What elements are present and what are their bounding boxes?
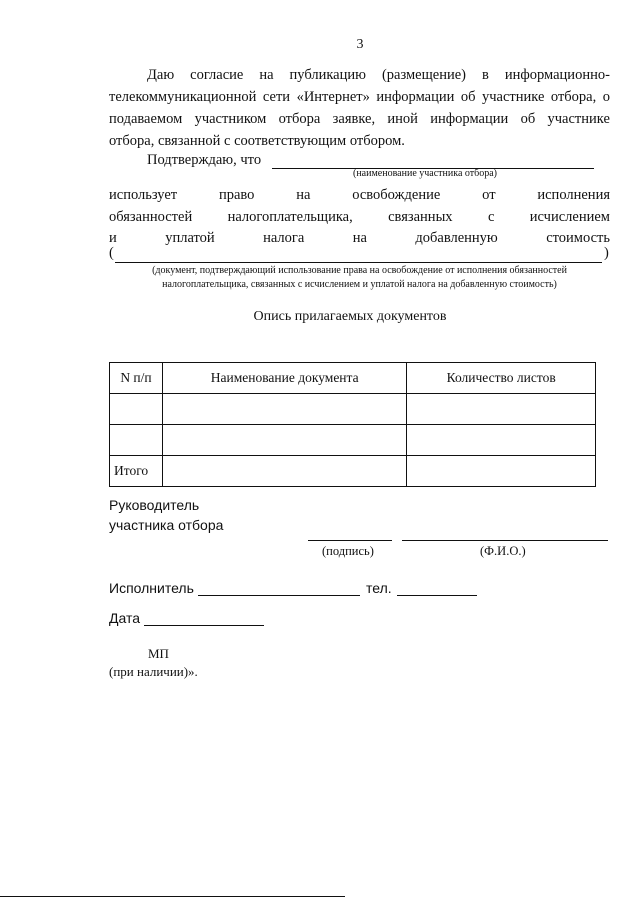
participant-caption: (наименование участника отбора)	[353, 168, 497, 179]
word: об	[520, 111, 536, 127]
documents-table	[109, 362, 596, 487]
word: заявке,	[332, 111, 376, 127]
word: обязанностей	[109, 209, 193, 225]
word: сети	[262, 89, 291, 105]
word: на	[352, 230, 367, 246]
footer-divider	[0, 896, 345, 897]
head-label-1: Руководитель	[109, 497, 200, 513]
word: налога	[263, 230, 305, 246]
word: «Интернет»	[296, 89, 370, 105]
word: Даю	[147, 67, 175, 83]
full-name-caption: (Ф.И.О.)	[480, 544, 526, 558]
word: исчислением	[529, 209, 610, 225]
word: использует	[109, 187, 178, 203]
table-row	[110, 425, 596, 456]
document-caption-2: налогоплательщика, связанных с исчислением и уплатой налога на добавленную стоимость)	[162, 279, 557, 290]
word: связанных	[388, 209, 453, 225]
word: участнике	[547, 111, 610, 127]
word: публикацию	[289, 67, 366, 83]
table-cell[interactable]	[407, 425, 596, 456]
paren-close: )	[604, 245, 609, 261]
word: подаваемом	[109, 111, 183, 127]
phone-label: тел.	[366, 580, 392, 596]
word: об	[460, 89, 476, 105]
word: на	[296, 187, 311, 203]
head-label-2: участника отбора	[109, 517, 224, 533]
word: право	[218, 187, 255, 203]
table-row	[110, 394, 596, 425]
full-name-line[interactable]	[402, 540, 608, 541]
paren-open: (	[109, 245, 114, 261]
table-header-row	[110, 363, 596, 394]
word: участником	[194, 111, 267, 127]
word: от	[482, 187, 496, 203]
word: отбора	[278, 111, 321, 127]
word: в	[482, 67, 489, 83]
table-total-row	[110, 456, 596, 487]
header-document-name: Наименование документа	[162, 363, 406, 394]
table-cell[interactable]	[110, 425, 163, 456]
document-field-line[interactable]	[115, 262, 602, 263]
signature-caption: (подпись)	[322, 544, 374, 558]
word: добавленную	[415, 230, 498, 246]
table-cell[interactable]	[162, 394, 406, 425]
total-label: Итого	[110, 456, 163, 487]
page-number: 3	[356, 37, 364, 52]
word: (размещение)	[381, 67, 467, 83]
confirm-label: Подтверждаю, что	[147, 152, 262, 168]
word: телекоммуникационной	[109, 89, 257, 105]
table-cell[interactable]	[407, 456, 596, 487]
executor-label: Исполнитель	[109, 580, 194, 596]
word: согласие	[190, 67, 244, 83]
exemption-line-1	[109, 186, 610, 205]
table-cell[interactable]	[162, 456, 406, 487]
consent-line-1	[109, 66, 610, 85]
table-cell[interactable]	[110, 394, 163, 425]
word: иной	[387, 111, 418, 127]
date-label: Дата	[109, 610, 141, 626]
word: с	[487, 209, 495, 225]
header-number: N п/п	[110, 363, 163, 394]
document-caption-1: (документ, подтверждающий использование права на освобождение от исполнения обязанностей	[152, 265, 567, 276]
executor-line[interactable]	[198, 595, 360, 596]
word: освобождение	[352, 187, 441, 203]
word: отбора,	[550, 89, 597, 105]
date-line[interactable]	[144, 625, 264, 626]
consent-line-3	[109, 110, 610, 129]
word: на	[259, 67, 274, 83]
word: о	[602, 89, 610, 105]
header-sheet-count: Количество листов	[407, 363, 596, 394]
inventory-title: Опись прилагаемых документов	[253, 309, 447, 324]
word: налогоплательщика,	[227, 209, 353, 225]
table-cell[interactable]	[407, 394, 596, 425]
word: исполнения	[537, 187, 610, 203]
word: стоимость	[546, 230, 610, 246]
exemption-line-2	[109, 208, 610, 227]
stamp-note: (при наличии)».	[109, 664, 198, 679]
consent-line-2	[109, 88, 610, 107]
consent-line-4: отбора, связанной с соответствующим отбором.	[109, 133, 405, 149]
table-cell[interactable]	[162, 425, 406, 456]
word: информации	[430, 111, 509, 127]
signature-line[interactable]	[308, 540, 392, 541]
word: информационно-	[504, 67, 610, 83]
exemption-line-3	[109, 229, 610, 248]
word: и	[109, 230, 117, 246]
word: информации	[376, 89, 455, 105]
word: участнике	[482, 89, 545, 105]
word: уплатой	[165, 230, 215, 246]
stamp-label: МП	[148, 646, 169, 661]
phone-line[interactable]	[397, 595, 477, 596]
